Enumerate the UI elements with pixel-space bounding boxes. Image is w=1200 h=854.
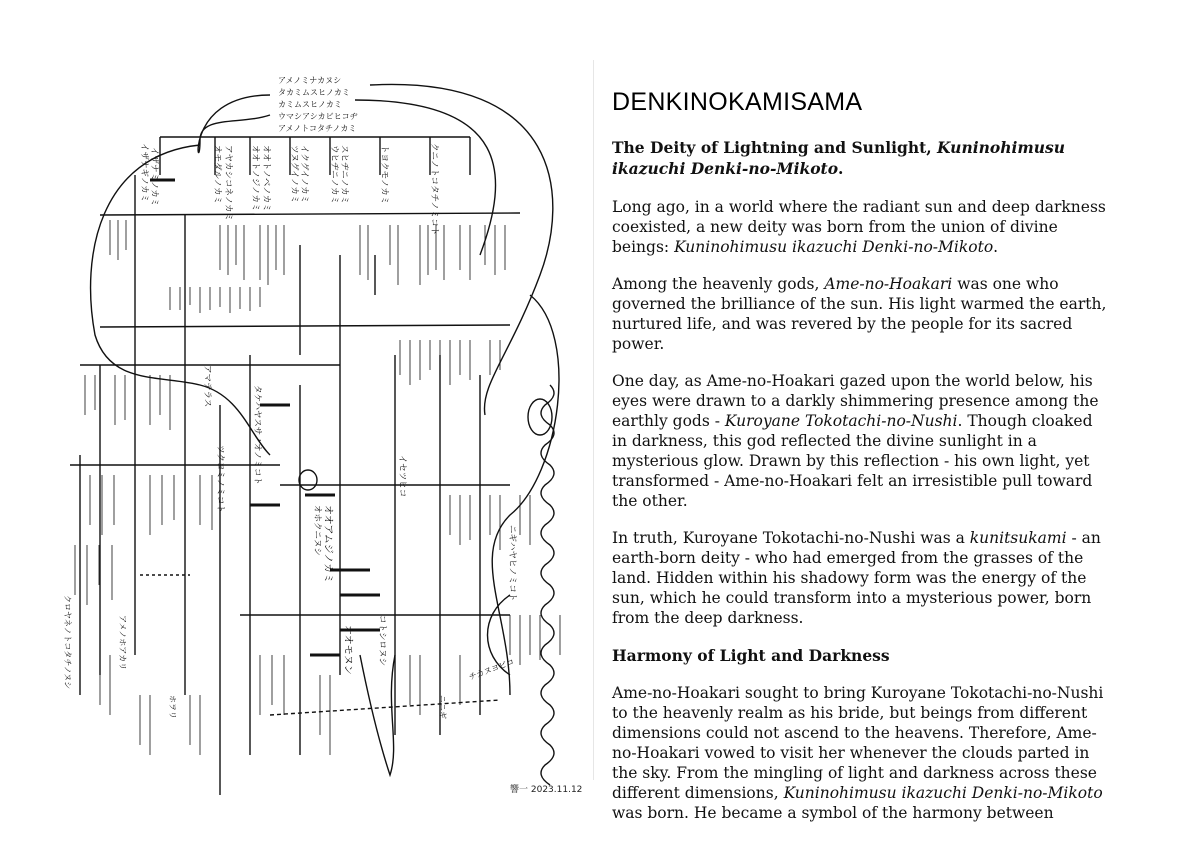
bottom-label: アメノホアカリ <box>118 615 127 671</box>
gen1-name: アヤカシコネノカミ <box>223 145 233 222</box>
gen1-name: オオトノジノカミ <box>250 145 260 212</box>
bottom-label: ホヲリ <box>168 695 177 719</box>
paragraph-text: In truth, Kuroyane Tokotachi-no-Nushi was a <box>612 529 970 547</box>
gen1-name: トヨクモノカミ <box>379 145 389 205</box>
paragraph-text: Ame-no-Hoakari sought to bring Kuroyane Tokotachi-no-Nushi to the heavenly realm as his bride, but beings from different dimensions could not ascend to the heavens. Therefore, Ame-no-Hoakari vowed to visit her whenever the clouds parted in the sky. From the mingling of light and darkness across these different dimensions, <box>612 684 1104 802</box>
top-name: タカミムスヒノカミ <box>278 88 350 97</box>
center-label-2: オオモヌン <box>342 625 353 675</box>
paragraph-text: - an earth-born deity - who had emerged from the grasses of the land. Hidden within his shadowy form was the energy of the sun, which he could transform into a mysterious power, born from the deep darkness. <box>612 529 1101 627</box>
article-paragraphs <box>612 197 1112 628</box>
article-paragraph <box>612 371 1112 511</box>
mid-label: ツクヨミノミコト <box>215 445 225 513</box>
bottom-label: クロヤネノトコタチノヌシ <box>63 595 72 690</box>
article-paragraph <box>612 197 1112 257</box>
gen1-name: ツヌグイノカミ <box>289 145 299 204</box>
page-divider <box>593 60 594 780</box>
emphasis-text: Kuroyane Tokotachi-no-Nushi <box>724 412 958 430</box>
gen1-name: スヒヂニノカミ <box>339 145 349 205</box>
gen1-name: オオトノベノカミ <box>261 145 271 212</box>
top-name: ウマシアシカビヒコヂ <box>278 112 358 121</box>
mid-label: ニギハヤヒノミコト <box>507 525 517 602</box>
signature: 響一 2023.11.12 <box>510 785 583 795</box>
gen1-name: オモダルノカミ <box>212 145 222 205</box>
emphasis-text: Ame-no-Hoakari <box>824 275 953 293</box>
genealogy-gen1 <box>139 143 439 235</box>
subtitle-deity-name: Kuninohimusu ikazuchi Denki-no-Mikoto <box>612 138 1066 178</box>
emphasis-text: kunitsukami <box>969 529 1067 547</box>
top-name: アメノトコタチノカミ <box>278 124 357 133</box>
article-title: DENKINOKAMISAMA <box>612 88 863 116</box>
gen1-name: イクグイノカミ <box>299 145 309 204</box>
subtitle-end: . <box>838 159 844 178</box>
genealogy-diagram <box>40 55 585 805</box>
closing-paragraph <box>612 683 1112 823</box>
mid-label: タケハヤスサノオノミコト <box>252 385 262 485</box>
center-label: オオアムジノカミ <box>322 505 333 584</box>
top-name: カミムスヒノカミ <box>278 100 342 109</box>
subtitle-text: The Deity of Lightning and Sunlight, <box>612 138 938 157</box>
emphasis-text: Kuninohimusu ikazuchi Denki-no-Mikoto <box>674 238 994 256</box>
article-paragraph <box>612 274 1112 354</box>
paragraph-text: . Though cloaked in darkness, this god reflected the divine sunlight in a mysterious glow. Drawn by this reflection - his own light, yet transformed - Ame-no-Hoakari felt an irresistible pull toward the other. <box>612 412 1093 510</box>
genealogy-top-names <box>278 76 358 133</box>
article-subtitle <box>612 137 1112 179</box>
mid-label: アマテラス <box>202 365 212 408</box>
paragraph-text: was born. He became a symbol of the harmony between <box>612 804 1054 822</box>
paragraph-text: Among the heavenly gods, <box>612 275 825 293</box>
top-name: アメノミナカヌシ <box>278 76 342 85</box>
mid-label: オホクニヌシ <box>312 505 322 556</box>
paragraph-text: was one who governed the brilliance of the sun. His light warmed the earth, nurtured life, and was revered by the people for its sacred power. <box>612 275 1107 353</box>
paragraph-text: Long ago, in a world where the radiant sun and deep darkness coexisted, a new deity was born from the union of divine beings: <box>612 198 1106 256</box>
paragraph-text: One day, as Ame-no-Hoakari gazed upon the world below, his eyes were drawn to a darkly shimmering presence among the earthly gods - <box>612 372 1099 430</box>
gen1-name: クニノトコタチノミコト <box>429 143 439 236</box>
emphasis-text: Kuninohimusu ikazuchi Denki-no-Mikoto <box>783 784 1103 802</box>
article-paragraph <box>612 528 1112 628</box>
genealogy-bottom-labels <box>63 595 516 719</box>
article <box>612 88 1112 840</box>
gen1-name: イザナギノカミ <box>139 143 149 203</box>
bottom-label: ニニギ <box>438 695 447 719</box>
paragraph-text: . <box>993 238 999 256</box>
section-heading: Harmony of Light and Darkness <box>612 646 890 665</box>
mid-label: コトシロヌシ <box>377 615 387 667</box>
mid-label: イセツヒコ <box>397 455 407 498</box>
gen1-name: イザナミノカミ <box>149 147 159 207</box>
bottom-label: チカヌヨビコ <box>467 657 516 682</box>
gen1-name: ウヒヂニノカミ <box>329 145 339 205</box>
